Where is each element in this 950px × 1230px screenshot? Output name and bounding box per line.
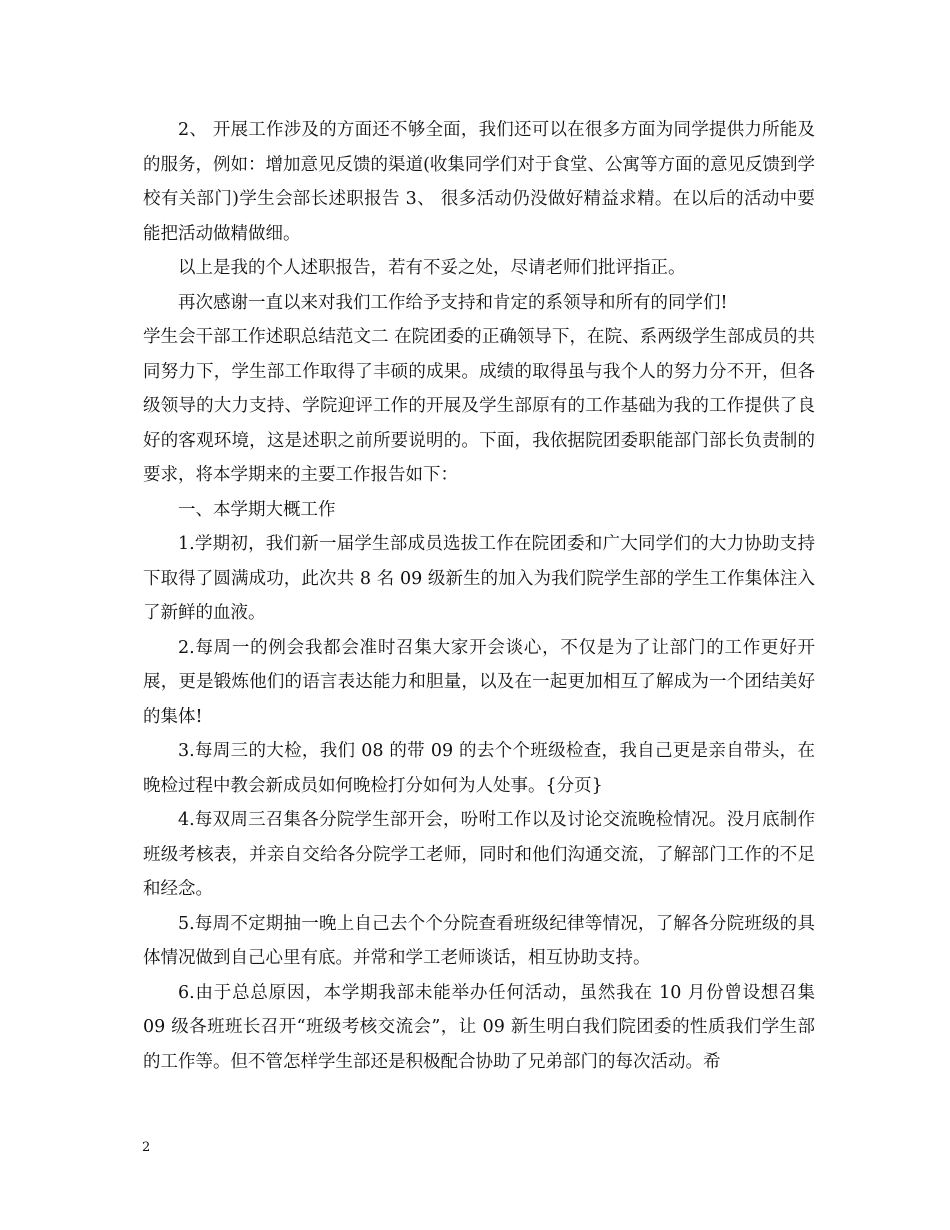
list-item-5: 5.每周不定期抽一晚上自己去个个分院查看班级纪律等情况，了解各分院班级的具体情况做到自己心里有底。并常和学工老师谈话，相互协助支持。 (143, 913, 815, 968)
list-item-4: 4.每双周三召集各分院学生部开会，吩咐工作以及讨论交流晚检情况。没月底制作班级考核表，并亲自交给各分院学工老师，同时和他们沟通交流，了解部门工作的不足和经念。 (143, 810, 815, 899)
list-item-1: 1.学期初，我们新一届学生部成员选拔工作在院团委和广大同学们的大力协助支持下取得了圆满成功，此次共 8 名 09 级新生的加入为我们院学生部的学生工作集体注入了新鲜的血液。 (143, 534, 815, 623)
page-number: 2 (142, 1140, 151, 1155)
paragraph-sample-two-intro: 学生会干部工作述职总结范文二 在院团委的正确领导下，在院、系两级学生部成员的共同努力下，学生部工作取得了丰硕的成果。成绩的取得虽与我个人的努力分不开，但各级领导的大力支持、学院迎评工作的开展及学生部原有的工作基础为我的工作提供了良好的客观环境，这是述职之前所要说明的。下面，我依据院团委职能部门部长负责制的要求，将本学期来的主要工作报告如下： (143, 327, 815, 485)
list-item-3: 3.每周三的大检，我们 08 的带 09 的去个个班级检查，我自己更是亲自带头，在晚检过程中教会新成员如何晚检打分如何为人处事。{分页} (143, 741, 815, 796)
paragraph-thanks: 再次感谢一直以来对我们工作给予支持和肯定的系领导和所有的同学们! (178, 292, 728, 313)
list-item-6: 6.由于总总原因，本学期我部未能举办任何活动，虽然我在 10 月份曾设想召集 09 级各班班长召开“班级考核交流会”，让 09 新生明白我们院团委的性质我们学生部的工作等。但不管怎样学生部还是积极配合协助了兄弟部门的每次活动。希 (143, 982, 815, 1072)
section-heading-work-overview: 一、本学期大概工作 (178, 499, 336, 520)
document-body (143, 113, 815, 1079)
paragraph-report-closing: 以上是我的个人述职报告，若有不妥之处，尽请老师们批评指正。 (178, 258, 686, 278)
paragraph-shortcomings: 2、 开展工作涉及的方面还不够全面，我们还可以在很多方面为同学提供力所能及的服务，例如：增加意见反馈的渠道(收集同学们对于食堂、公寓等方面的意见反馈到学校有关部门)学生会部长述职报告 3、 很多活动仍没做好精益求精。在以后的活动中要能把活动做精做细。 (143, 120, 815, 244)
list-item-2: 2.每周一的例会我都会准时召集大家开会谈心，不仅是为了让部门的工作更好开展，更是锻炼他们的语言表达能力和胆量，以及在一起更加相互了解成为一个团结美好的集体! (143, 637, 815, 727)
